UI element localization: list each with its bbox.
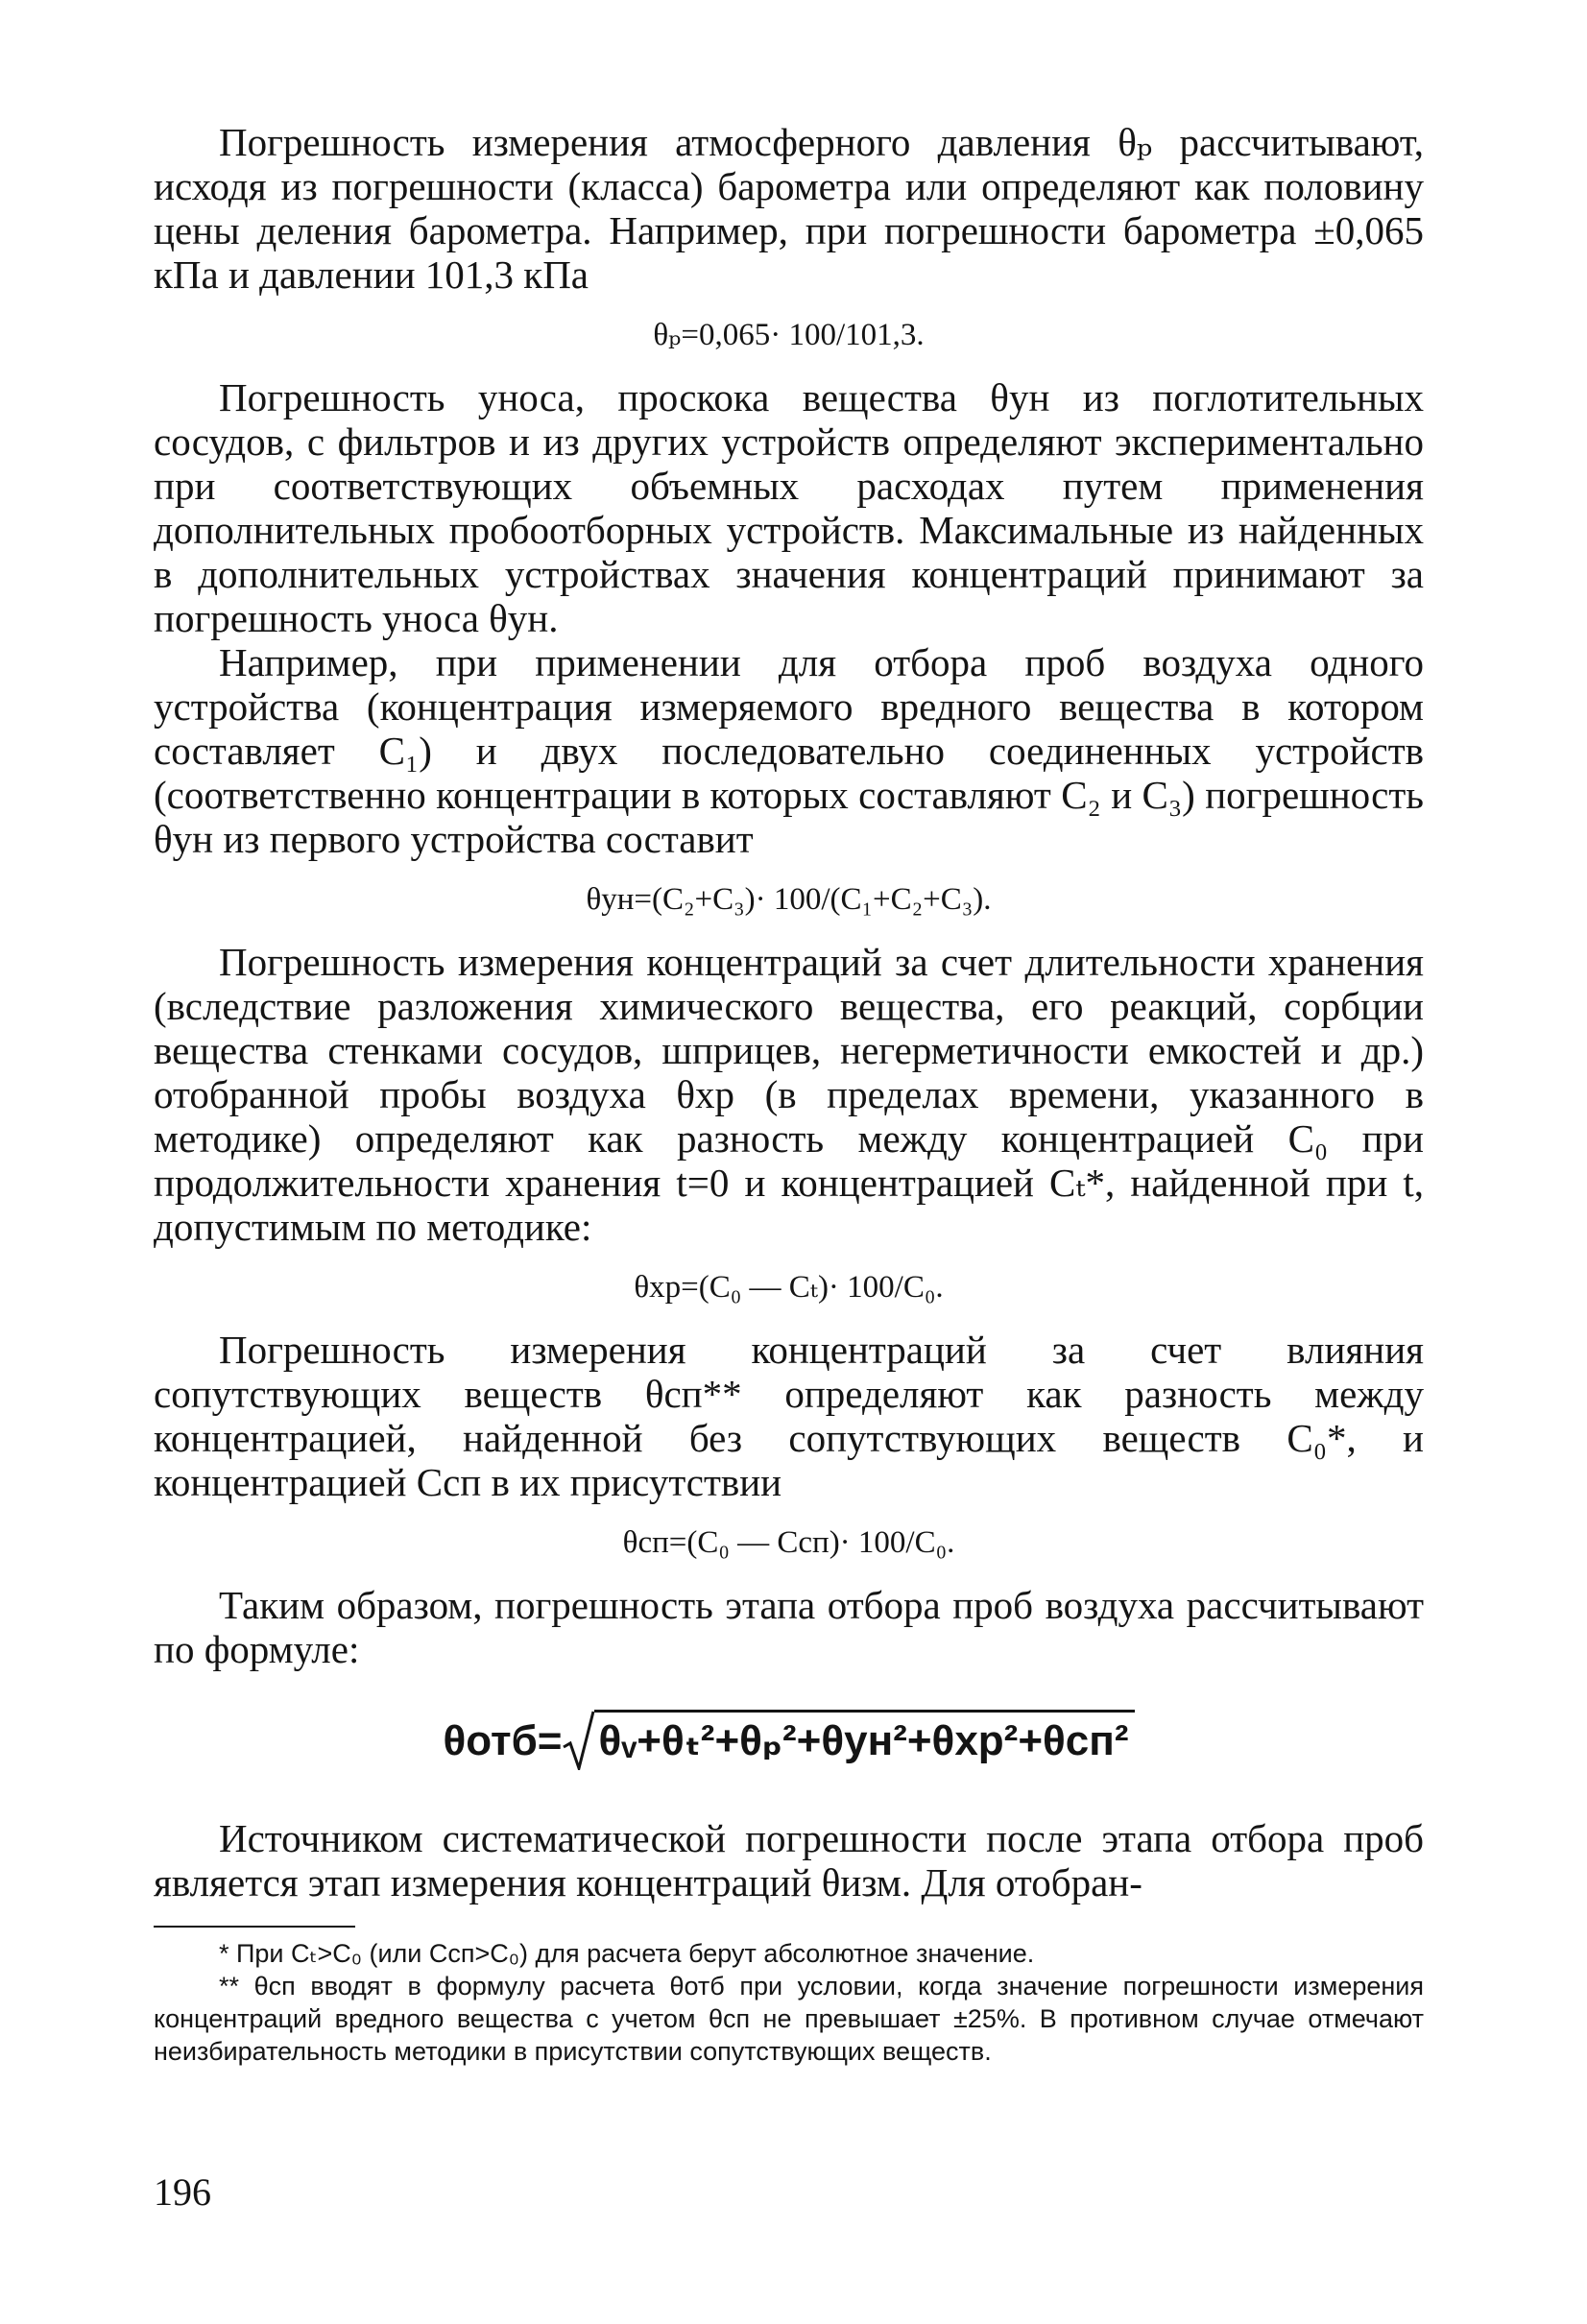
- formula-total-sampling-error: [154, 1710, 1424, 1770]
- radical-sign-icon: [562, 1711, 594, 1770]
- footnotes: [154, 1937, 1424, 2068]
- footnote-divider: [154, 1926, 355, 1928]
- formula-pressure: θₚ=0,065· 100/101,3.: [653, 318, 925, 352]
- square-root: [562, 1710, 1134, 1770]
- formula-total-rhs: θᵥ+θₜ²+θₚ²+θун²+θхр²+θсп²: [594, 1710, 1134, 1770]
- paragraph-total-formula-intro: Таким образом, погрешность этапа отбора проб воздуха рассчитывают по формуле:: [154, 1583, 1424, 1671]
- formula-storage: θхр=(C₀ — Cₜ)· 100/C₀.: [634, 1270, 944, 1305]
- paragraph-example-devices: Например, при применении для отбора проб воздуха одного устройства (концентрация измеряемого вредного вещества в котором составляет C₁) и двух последовательно соединенных устройств (соответственно концентрации в которых составляют C₂ и C₃) погрешность θун из первого устройства составит: [154, 640, 1424, 861]
- formula-total-lhs: θотб=: [443, 1717, 563, 1764]
- formula-carryover: θун=(C₂+C₃)· 100/(C₁+C₂+C₃).: [586, 882, 992, 917]
- paragraph-storage-error: Погрешность измерения концентраций за счет длительности хранения (вследствие разложения химического вещества, его реакций, сорбции вещества стенками сосудов, шприцев, негерметичности емкостей и др.) отобранной пробы воздуха θхр (в пределах времени, указанного в методике) определяют как разность между концентрацией C₀ при продолжительности хранения t=0 и концентрацией Cₜ*, найденной при t, допустимым по методике:: [154, 940, 1424, 1249]
- page-content: [154, 120, 1424, 2068]
- footnote-1: * При Cₜ>C₀ (или Cсп>C₀) для расчета берут абсолютное значение.: [219, 1939, 1035, 1968]
- page-number: 196: [154, 2170, 211, 2214]
- paragraph-interference-error: Погрешность измерения концентраций за счет влияния сопутствующих веществ θсп** определяют как разность между концентрацией, найденной без сопутствующих веществ C₀*, и концентрацией Cсп в их присутствии: [154, 1328, 1424, 1504]
- paragraph-pressure-error: Погрешность измерения атмосферного давления θₚ рассчитывают, исходя из погрешности (класса) барометра или определяют как половину цены деления барометра. Например, при погрешности барометра ±0,065 кПа и давлении 101,3 кПа: [154, 120, 1424, 297]
- footnote-2: ** θсп вводят в формулу расчета θотб при условии, когда значение погрешности измерения концентраций вредного вещества с учетом θсп не превышает ±25%. В противном случае отмечают неизбирательность методики в присутствии сопутствующих веществ.: [154, 1972, 1424, 2066]
- paragraph-carryover-error: Погрешность уноса, проскока вещества θун из поглотительных сосудов, с фильтров и из других устройств определяют экспериментально при соответствующих объемных расходах путем применения дополнительных пробоотборных устройств. Максимальные из найденных в дополнительных устройствах значения концентраций принимают за погрешность уноса θун.: [154, 375, 1424, 640]
- paragraph-systematic-error: Источником систематической погрешности после этапа отбора проб является этап измерения концентраций θизм. Для отобран-: [154, 1816, 1424, 1905]
- formula-interference: θсп=(C₀ — Cсп)· 100/C₀.: [622, 1525, 955, 1560]
